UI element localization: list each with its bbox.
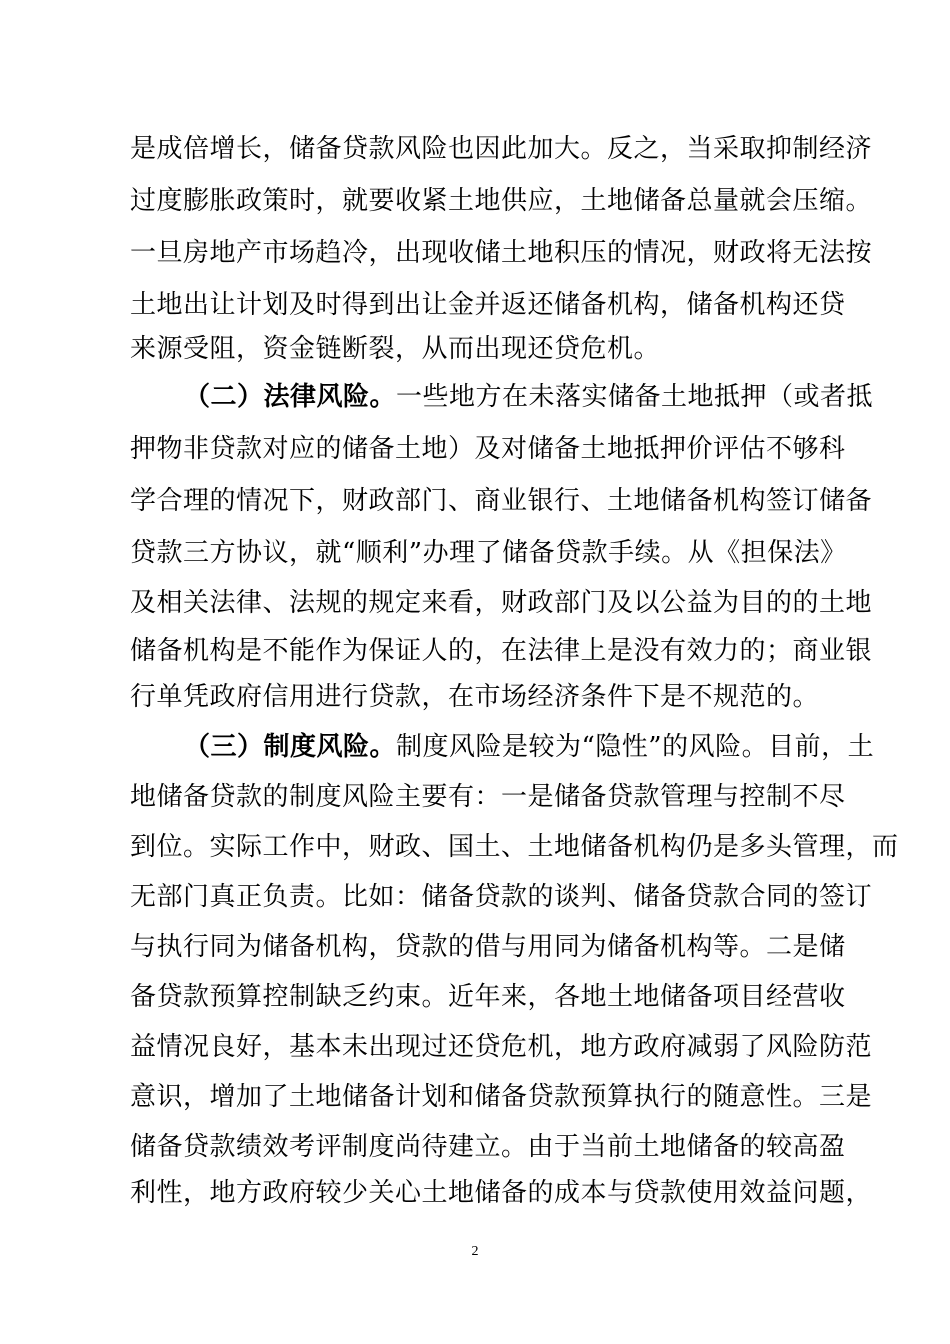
paragraph-system-risk-first-line	[184, 721, 875, 773]
text-line: 地储备贷款的制度风险主要有：一是储备贷款管理与控制不尽	[130, 782, 846, 812]
text-line: 益情况良好，基本未出现过还贷危机，地方政府减弱了风险防范	[130, 1032, 873, 1062]
text-line: 押物非贷款对应的储备土地）及对储备土地抵押价评估不够科	[130, 434, 846, 464]
text-line: 到位。实际工作中，财政、国土、土地储备机构仍是多头管理，而	[130, 832, 899, 862]
text-line: 土地出让计划及时得到出让金并返还储备机构，储备机构还贷	[130, 290, 846, 320]
page-number: 2	[471, 1244, 479, 1259]
text-line: 储备贷款绩效考评制度尚待建立。由于当前土地储备的较高盈	[130, 1132, 846, 1162]
section-heading-system-risk: （三）制度风险。	[184, 732, 397, 762]
text-line: 是成倍增长，储备贷款风险也因此加大。反之，当采取抑制经济	[130, 134, 873, 164]
text-line: 利性，地方政府较少关心土地储备的成本与贷款使用效益问题，	[130, 1178, 873, 1208]
text-line: 无部门真正负责。比如：储备贷款的谈判、储备贷款合同的签订	[130, 882, 873, 912]
text-line: 储备机构是不能作为保证人的，在法律上是没有效力的；商业银	[130, 636, 873, 666]
text-line: 贷款三方协议，就“顺利”办理了储备贷款手续。从《担保法》	[130, 538, 847, 568]
paragraph-legal-risk-first-line	[184, 371, 874, 423]
text-line: 与执行同为储备机构，贷款的借与用同为储备机构等。二是储	[130, 932, 846, 962]
text-line: 一旦房地产市场趋冷，出现收储土地积压的情况，财政将无法按	[130, 238, 873, 268]
text-span: 一些地方在未落实储备土地抵押（或者抵	[396, 382, 874, 412]
text-line: 意识，增加了土地储备计划和储备贷款预算执行的随意性。三是	[130, 1082, 873, 1112]
text-line: 及相关法律、法规的规定来看，财政部门及以公益为目的的土地	[130, 588, 873, 618]
text-span: 制度风险是较为“隐性”的风险。目前，土	[396, 732, 875, 762]
section-heading-legal-risk: （二）法律风险。	[184, 382, 397, 412]
text-line: 备贷款预算控制缺乏约束。近年来，各地土地储备项目经营收	[130, 982, 846, 1012]
text-line: 行单凭政府信用进行贷款，在市场经济条件下是不规范的。	[130, 682, 820, 712]
text-line: 过度膨胀政策时，就要收紧土地供应，土地储备总量就会压缩。	[130, 186, 873, 216]
text-line: 来源受阻，资金链断裂，从而出现还贷危机。	[130, 334, 661, 364]
text-line: 学合理的情况下，财政部门、商业银行、土地储备机构签订储备	[130, 486, 873, 516]
